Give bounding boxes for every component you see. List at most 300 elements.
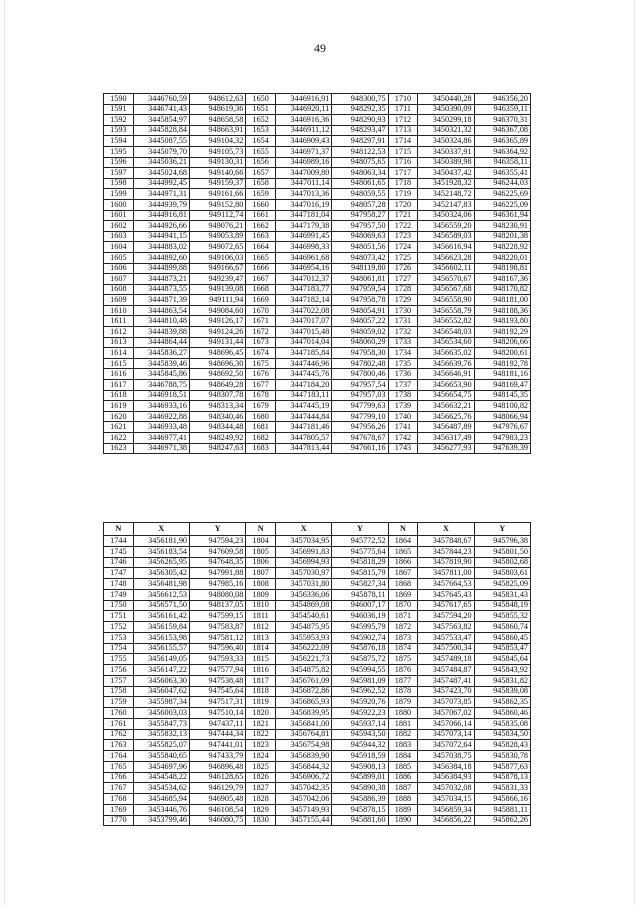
y-coordinate-cell: 945828,43 — [474, 740, 530, 751]
point-number-cell: 1673 — [246, 337, 276, 348]
table-row — [104, 263, 531, 274]
y-coordinate-cell: 947799,63 — [332, 401, 388, 412]
y-coordinate-cell: 947985,16 — [190, 579, 246, 590]
point-number-cell: 1826 — [246, 772, 276, 783]
y-coordinate-cell: 948145,35 — [474, 390, 530, 401]
x-coordinate-cell: 3457073,14 — [418, 729, 474, 740]
point-number-cell: 1593 — [104, 125, 134, 136]
y-coordinate-cell: 945855,32 — [474, 611, 530, 622]
y-coordinate-cell: 948057,22 — [332, 316, 388, 327]
point-number-cell: 1876 — [388, 665, 418, 676]
y-coordinate-cell: 948658,58 — [190, 115, 246, 126]
x-coordinate-cell: 3444892,60 — [133, 252, 189, 263]
point-number-cell: 1590 — [104, 94, 134, 105]
x-coordinate-cell: 3456654,75 — [418, 390, 474, 401]
y-coordinate-cell: 947583,87 — [190, 622, 246, 633]
point-number-cell: 1650 — [246, 94, 276, 105]
x-coordinate-cell: 3446916,91 — [276, 94, 332, 105]
y-coordinate-cell: 945881,60 — [332, 815, 388, 826]
point-number-cell: 1609 — [104, 295, 134, 306]
x-coordinate-cell: 3456761,09 — [276, 675, 332, 686]
y-coordinate-cell: 948066,94 — [474, 411, 530, 422]
y-coordinate-cell: 945899,01 — [332, 772, 388, 783]
point-number-cell: 1676 — [246, 369, 276, 380]
point-number-cell: 1653 — [246, 125, 276, 136]
x-coordinate-cell: 3454534,62 — [133, 783, 189, 794]
point-number-cell: 1661 — [246, 210, 276, 221]
y-coordinate-cell: 948122,53 — [332, 146, 388, 157]
y-coordinate-cell: 947599,15 — [190, 611, 246, 622]
y-coordinate-cell: 945860,74 — [474, 622, 530, 633]
point-number-cell: 1742 — [388, 433, 418, 444]
point-number-cell: 1654 — [246, 136, 276, 147]
point-number-cell: 1874 — [388, 643, 418, 654]
point-number-cell: 1621 — [104, 422, 134, 433]
x-coordinate-cell: 3456991,83 — [276, 546, 332, 557]
x-coordinate-cell: 3445087,55 — [133, 136, 189, 147]
y-coordinate-cell: 948181,16 — [474, 369, 530, 380]
y-coordinate-cell: 948119,80 — [332, 263, 388, 274]
x-coordinate-cell: 3457042,35 — [276, 783, 332, 794]
x-coordinate-cell: 3456570,67 — [418, 274, 474, 285]
x-coordinate-cell: 3456003,03 — [133, 708, 189, 719]
point-number-cell: 1888 — [388, 794, 418, 805]
y-coordinate-cell: 947596,40 — [190, 643, 246, 654]
y-coordinate-cell: 948193,80 — [474, 316, 530, 327]
x-coordinate-cell: 3447182,14 — [276, 295, 332, 306]
point-number-cell: 1670 — [246, 305, 276, 316]
point-number-cell: 1824 — [246, 751, 276, 762]
table-row — [104, 168, 531, 179]
y-coordinate-cell: 949166,67 — [190, 263, 246, 274]
point-number-cell: 1884 — [388, 751, 418, 762]
x-coordinate-cell: 3444810,48 — [133, 316, 189, 327]
x-coordinate-cell: 3446741,43 — [133, 104, 189, 115]
y-coordinate-cell: 947958,27 — [332, 210, 388, 221]
x-coordinate-cell: 3444971,31 — [133, 189, 189, 200]
x-coordinate-cell: 3457487,41 — [418, 675, 474, 686]
y-coordinate-cell: 948100,82 — [474, 401, 530, 412]
y-coordinate-cell: 948167,36 — [474, 274, 530, 285]
x-coordinate-cell: 3457500,34 — [418, 643, 474, 654]
x-coordinate-cell: 3444873,55 — [133, 284, 189, 295]
point-number-cell: 1814 — [246, 643, 276, 654]
point-number-cell: 1753 — [104, 632, 134, 643]
x-coordinate-cell: 3456222,09 — [276, 643, 332, 654]
y-coordinate-cell: 947517,31 — [190, 697, 246, 708]
point-number-cell: 1815 — [246, 654, 276, 665]
column-header: Y — [190, 523, 246, 536]
point-number-cell: 1724 — [388, 242, 418, 253]
point-number-cell: 1760 — [104, 708, 134, 719]
y-coordinate-cell: 945796,38 — [474, 536, 530, 547]
y-coordinate-cell: 948200,61 — [474, 348, 530, 359]
x-coordinate-cell: 3444926,66 — [133, 221, 189, 232]
y-coordinate-cell: 947958,78 — [332, 295, 388, 306]
x-coordinate-cell: 3445828,84 — [133, 125, 189, 136]
x-coordinate-cell: 3456616,94 — [418, 242, 474, 253]
y-coordinate-cell: 949161,66 — [190, 189, 246, 200]
y-coordinate-cell: 948080,08 — [190, 589, 246, 600]
y-coordinate-cell: 948663,91 — [190, 125, 246, 136]
x-coordinate-cell: 3454540,61 — [276, 611, 332, 622]
x-coordinate-cell: 3456839,95 — [276, 708, 332, 719]
table-row — [104, 380, 531, 391]
x-coordinate-cell: 3453446,76 — [133, 804, 189, 815]
point-number-cell: 1662 — [246, 221, 276, 232]
point-number-cell: 1677 — [246, 380, 276, 391]
coordinates-table-1-body — [104, 94, 531, 454]
point-number-cell: 1872 — [388, 622, 418, 633]
x-coordinate-cell: 3457617,65 — [418, 600, 474, 611]
table-row — [104, 189, 531, 200]
x-coordinate-cell: 3457066,14 — [418, 718, 474, 729]
y-coordinate-cell: 947444,34 — [190, 729, 246, 740]
table-row — [104, 348, 531, 359]
x-coordinate-cell: 3456147,22 — [133, 665, 189, 676]
x-coordinate-cell: 3447012,37 — [276, 274, 332, 285]
x-coordinate-cell: 3456872,86 — [276, 686, 332, 697]
point-number-cell: 1767 — [104, 783, 134, 794]
point-number-cell: 1811 — [246, 611, 276, 622]
table-row — [104, 643, 531, 654]
x-coordinate-cell: 3447014,04 — [276, 337, 332, 348]
x-coordinate-cell: 3457489,18 — [418, 654, 474, 665]
table-row — [104, 125, 531, 136]
y-coordinate-cell: 945839,08 — [474, 686, 530, 697]
y-coordinate-cell: 948060,29 — [332, 337, 388, 348]
table-row — [104, 557, 531, 568]
x-coordinate-cell: 3456571,50 — [133, 600, 189, 611]
column-header: Y — [332, 523, 388, 536]
point-number-cell: 1604 — [104, 242, 134, 253]
y-coordinate-cell: 948649,28 — [190, 380, 246, 391]
point-number-cell: 1595 — [104, 146, 134, 157]
y-coordinate-cell: 948340,46 — [190, 411, 246, 422]
y-coordinate-cell: 946128,65 — [190, 772, 246, 783]
y-coordinate-cell: 946361,94 — [474, 210, 530, 221]
x-coordinate-cell: 3445854,97 — [133, 115, 189, 126]
y-coordinate-cell: 945827,34 — [332, 579, 388, 590]
y-coordinate-cell: 946244,03 — [474, 178, 530, 189]
x-coordinate-cell: 3447181,04 — [276, 210, 332, 221]
table-row — [104, 611, 531, 622]
column-header: N — [388, 523, 418, 536]
point-number-cell: 1807 — [246, 568, 276, 579]
point-number-cell: 1762 — [104, 729, 134, 740]
x-coordinate-cell: 3456844,32 — [276, 761, 332, 772]
x-coordinate-cell: 3454548,22 — [133, 772, 189, 783]
point-number-cell: 1818 — [246, 686, 276, 697]
y-coordinate-cell: 946370,31 — [474, 115, 530, 126]
x-coordinate-cell: 3456754,98 — [276, 740, 332, 751]
point-number-cell: 1723 — [388, 231, 418, 242]
y-coordinate-cell: 945902,74 — [332, 632, 388, 643]
y-coordinate-cell: 947678,67 — [332, 433, 388, 444]
point-number-cell: 1711 — [388, 104, 418, 115]
y-coordinate-cell: 948061,65 — [332, 178, 388, 189]
table-row — [104, 433, 531, 444]
x-coordinate-cell: 3447016,19 — [276, 199, 332, 210]
point-number-cell: 1755 — [104, 654, 134, 665]
y-coordinate-cell: 946359,11 — [474, 104, 530, 115]
y-coordinate-cell: 947510,14 — [190, 708, 246, 719]
x-coordinate-cell: 3456839,90 — [276, 751, 332, 762]
x-coordinate-cell: 3447017,07 — [276, 316, 332, 327]
x-coordinate-cell: 3456481,98 — [133, 579, 189, 590]
y-coordinate-cell: 946108,54 — [190, 804, 246, 815]
x-coordinate-cell: 3456558,79 — [418, 305, 474, 316]
y-coordinate-cell: 945943,50 — [332, 729, 388, 740]
x-coordinate-cell: 3447013,36 — [276, 189, 332, 200]
x-coordinate-cell: 3454875,95 — [276, 622, 332, 633]
x-coordinate-cell: 3456635,02 — [418, 348, 474, 359]
y-coordinate-cell: 948170,82 — [474, 284, 530, 295]
x-coordinate-cell: 3456994,93 — [276, 557, 332, 568]
y-coordinate-cell: 946365,89 — [474, 136, 530, 147]
point-number-cell: 1806 — [246, 557, 276, 568]
point-number-cell: 1881 — [388, 718, 418, 729]
table-row — [104, 675, 531, 686]
y-coordinate-cell: 947800,46 — [332, 369, 388, 380]
y-coordinate-cell: 948061,81 — [332, 274, 388, 285]
y-coordinate-cell: 945962,52 — [332, 686, 388, 697]
point-number-cell: 1882 — [388, 729, 418, 740]
y-coordinate-cell: 945775,64 — [332, 546, 388, 557]
y-coordinate-cell: 948192,78 — [474, 358, 530, 369]
y-coordinate-cell: 945835,08 — [474, 718, 530, 729]
point-number-cell: 1875 — [388, 654, 418, 665]
point-number-cell: 1682 — [246, 433, 276, 444]
x-coordinate-cell: 3456277,93 — [418, 443, 474, 454]
y-coordinate-cell: 948696,45 — [190, 348, 246, 359]
x-coordinate-cell: 3457563,82 — [418, 622, 474, 633]
x-coordinate-cell: 3450389,98 — [418, 157, 474, 168]
y-coordinate-cell: 948696,30 — [190, 358, 246, 369]
y-coordinate-cell: 948059,02 — [332, 327, 388, 338]
y-coordinate-cell: 945831,33 — [474, 783, 530, 794]
point-number-cell: 1761 — [104, 718, 134, 729]
x-coordinate-cell: 3456906,72 — [276, 772, 332, 783]
x-coordinate-cell: 3447185,84 — [276, 348, 332, 359]
x-coordinate-cell: 3444941,15 — [133, 231, 189, 242]
table-row — [104, 221, 531, 232]
table-row — [104, 358, 531, 369]
y-coordinate-cell: 949076,21 — [190, 221, 246, 232]
column-header: X — [418, 523, 474, 536]
y-coordinate-cell: 947538,48 — [190, 675, 246, 686]
point-number-cell: 1727 — [388, 274, 418, 285]
point-number-cell: 1599 — [104, 189, 134, 200]
x-coordinate-cell: 3457032,08 — [418, 783, 474, 794]
y-coordinate-cell: 945875,72 — [332, 654, 388, 665]
y-coordinate-cell: 945922,23 — [332, 708, 388, 719]
y-coordinate-cell: 947648,35 — [190, 557, 246, 568]
y-coordinate-cell: 945944,32 — [332, 740, 388, 751]
point-number-cell: 1885 — [388, 761, 418, 772]
point-number-cell: 1804 — [246, 536, 276, 547]
x-coordinate-cell: 3446961,68 — [276, 252, 332, 263]
point-number-cell: 1809 — [246, 589, 276, 600]
x-coordinate-cell: 3456559,20 — [418, 221, 474, 232]
y-coordinate-cell: 945878,13 — [474, 772, 530, 783]
y-coordinate-cell: 949106,03 — [190, 252, 246, 263]
point-number-cell: 1877 — [388, 675, 418, 686]
y-coordinate-cell: 946225,69 — [474, 189, 530, 200]
x-coordinate-cell: 3445024,68 — [133, 168, 189, 179]
y-coordinate-cell: 945866,16 — [474, 794, 530, 805]
x-coordinate-cell: 3447009,80 — [276, 168, 332, 179]
point-number-cell: 1763 — [104, 740, 134, 751]
point-number-cell: 1622 — [104, 433, 134, 444]
y-coordinate-cell: 948619,36 — [190, 104, 246, 115]
x-coordinate-cell: 3456567,68 — [418, 284, 474, 295]
point-number-cell: 1766 — [104, 772, 134, 783]
y-coordinate-cell: 946364,92 — [474, 146, 530, 157]
y-coordinate-cell: 946367,08 — [474, 125, 530, 136]
point-number-cell: 1731 — [388, 316, 418, 327]
point-number-cell: 1651 — [246, 104, 276, 115]
y-coordinate-cell: 948069,63 — [332, 231, 388, 242]
y-coordinate-cell: 949126,17 — [190, 316, 246, 327]
x-coordinate-cell: 3456856,22 — [418, 815, 474, 826]
y-coordinate-cell: 948137,05 — [190, 600, 246, 611]
table-row — [104, 327, 531, 338]
x-coordinate-cell: 3456646,91 — [418, 369, 474, 380]
table-row — [104, 622, 531, 633]
point-number-cell: 1878 — [388, 686, 418, 697]
y-coordinate-cell: 948313,34 — [190, 401, 246, 412]
y-coordinate-cell: 945834,50 — [474, 729, 530, 740]
point-number-cell: 1616 — [104, 369, 134, 380]
point-number-cell: 1759 — [104, 697, 134, 708]
y-coordinate-cell: 948228,92 — [474, 242, 530, 253]
y-coordinate-cell: 945848,19 — [474, 600, 530, 611]
table-row — [104, 804, 531, 815]
y-coordinate-cell: 948075,65 — [332, 157, 388, 168]
table-row — [104, 316, 531, 327]
y-coordinate-cell: 947957,50 — [332, 221, 388, 232]
table-row — [104, 422, 531, 433]
y-coordinate-cell: 948054,91 — [332, 305, 388, 316]
point-number-cell: 1768 — [104, 794, 134, 805]
x-coordinate-cell: 3444939,79 — [133, 199, 189, 210]
x-coordinate-cell: 3457819,90 — [418, 557, 474, 568]
x-coordinate-cell: 3446933,16 — [133, 401, 189, 412]
y-coordinate-cell: 948297,91 — [332, 136, 388, 147]
y-coordinate-cell: 949159,37 — [190, 178, 246, 189]
x-coordinate-cell: 3456534,60 — [418, 337, 474, 348]
point-number-cell: 1658 — [246, 178, 276, 189]
y-coordinate-cell: 945878,15 — [332, 804, 388, 815]
x-coordinate-cell: 3456183,54 — [133, 546, 189, 557]
point-number-cell: 1728 — [388, 284, 418, 295]
x-coordinate-cell: 3457072,64 — [418, 740, 474, 751]
x-coordinate-cell: 3444899,88 — [133, 263, 189, 274]
column-header: Y — [474, 523, 530, 536]
table-row — [104, 136, 531, 147]
x-coordinate-cell: 3457042,06 — [276, 794, 332, 805]
point-number-cell: 1592 — [104, 115, 134, 126]
point-number-cell: 1715 — [388, 146, 418, 157]
table-header-row — [104, 523, 531, 536]
y-coordinate-cell: 948293,47 — [332, 125, 388, 136]
x-coordinate-cell: 3445836,27 — [133, 348, 189, 359]
y-coordinate-cell: 948192,29 — [474, 327, 530, 338]
point-number-cell: 1733 — [388, 337, 418, 348]
x-coordinate-cell: 3456632,21 — [418, 401, 474, 412]
table-row — [104, 697, 531, 708]
x-coordinate-cell: 3446989,16 — [276, 157, 332, 168]
table-row — [104, 794, 531, 805]
x-coordinate-cell: 3447446,96 — [276, 358, 332, 369]
x-coordinate-cell: 3447183,77 — [276, 284, 332, 295]
y-coordinate-cell: 945994,55 — [332, 665, 388, 676]
point-number-cell: 1714 — [388, 136, 418, 147]
table-row — [104, 274, 531, 285]
x-coordinate-cell: 3456063,30 — [133, 675, 189, 686]
y-coordinate-cell: 945803,61 — [474, 568, 530, 579]
x-coordinate-cell: 3456859,34 — [418, 804, 474, 815]
point-number-cell: 1610 — [104, 305, 134, 316]
y-coordinate-cell: 947441,01 — [190, 740, 246, 751]
x-coordinate-cell: 3446991,45 — [276, 231, 332, 242]
point-number-cell: 1740 — [388, 411, 418, 422]
x-coordinate-cell: 3451928,32 — [418, 178, 474, 189]
x-coordinate-cell: 3446971,37 — [276, 146, 332, 157]
x-coordinate-cell: 3444992,45 — [133, 178, 189, 189]
point-number-cell: 1827 — [246, 783, 276, 794]
x-coordinate-cell: 3450324,86 — [418, 136, 474, 147]
x-coordinate-cell: 3446933,48 — [133, 422, 189, 433]
point-number-cell: 1830 — [246, 815, 276, 826]
table-row — [104, 390, 531, 401]
x-coordinate-cell: 3457664,53 — [418, 579, 474, 590]
y-coordinate-cell: 946225,09 — [474, 199, 530, 210]
x-coordinate-cell: 3447445,19 — [276, 401, 332, 412]
x-coordinate-cell: 3456317,49 — [418, 433, 474, 444]
x-coordinate-cell: 3447445,76 — [276, 369, 332, 380]
point-number-cell: 1819 — [246, 697, 276, 708]
point-number-cell: 1730 — [388, 305, 418, 316]
point-number-cell: 1735 — [388, 358, 418, 369]
y-coordinate-cell: 947609,58 — [190, 546, 246, 557]
point-number-cell: 1652 — [246, 115, 276, 126]
y-coordinate-cell: 945877,63 — [474, 761, 530, 772]
x-coordinate-cell: 3446922,88 — [133, 411, 189, 422]
point-number-cell: 1665 — [246, 252, 276, 263]
table-row — [104, 443, 531, 454]
x-coordinate-cell: 3455840,65 — [133, 751, 189, 762]
x-coordinate-cell: 3454869,08 — [276, 600, 332, 611]
x-coordinate-cell: 3446998,33 — [276, 242, 332, 253]
point-number-cell: 1674 — [246, 348, 276, 359]
x-coordinate-cell: 3445845,86 — [133, 369, 189, 380]
y-coordinate-cell: 949239,47 — [190, 274, 246, 285]
point-number-cell: 1866 — [388, 557, 418, 568]
x-coordinate-cell: 3444864,44 — [133, 337, 189, 348]
y-coordinate-cell: 948188,36 — [474, 305, 530, 316]
y-coordinate-cell: 945876,18 — [332, 643, 388, 654]
x-coordinate-cell: 3455953,93 — [276, 632, 332, 643]
table-row — [104, 337, 531, 348]
y-coordinate-cell: 946356,20 — [474, 94, 530, 105]
point-number-cell: 1611 — [104, 316, 134, 327]
scan-edge-right — [634, 0, 635, 905]
y-coordinate-cell: 949112,74 — [190, 210, 246, 221]
x-coordinate-cell: 3457034,95 — [276, 536, 332, 547]
table-row — [104, 157, 531, 168]
